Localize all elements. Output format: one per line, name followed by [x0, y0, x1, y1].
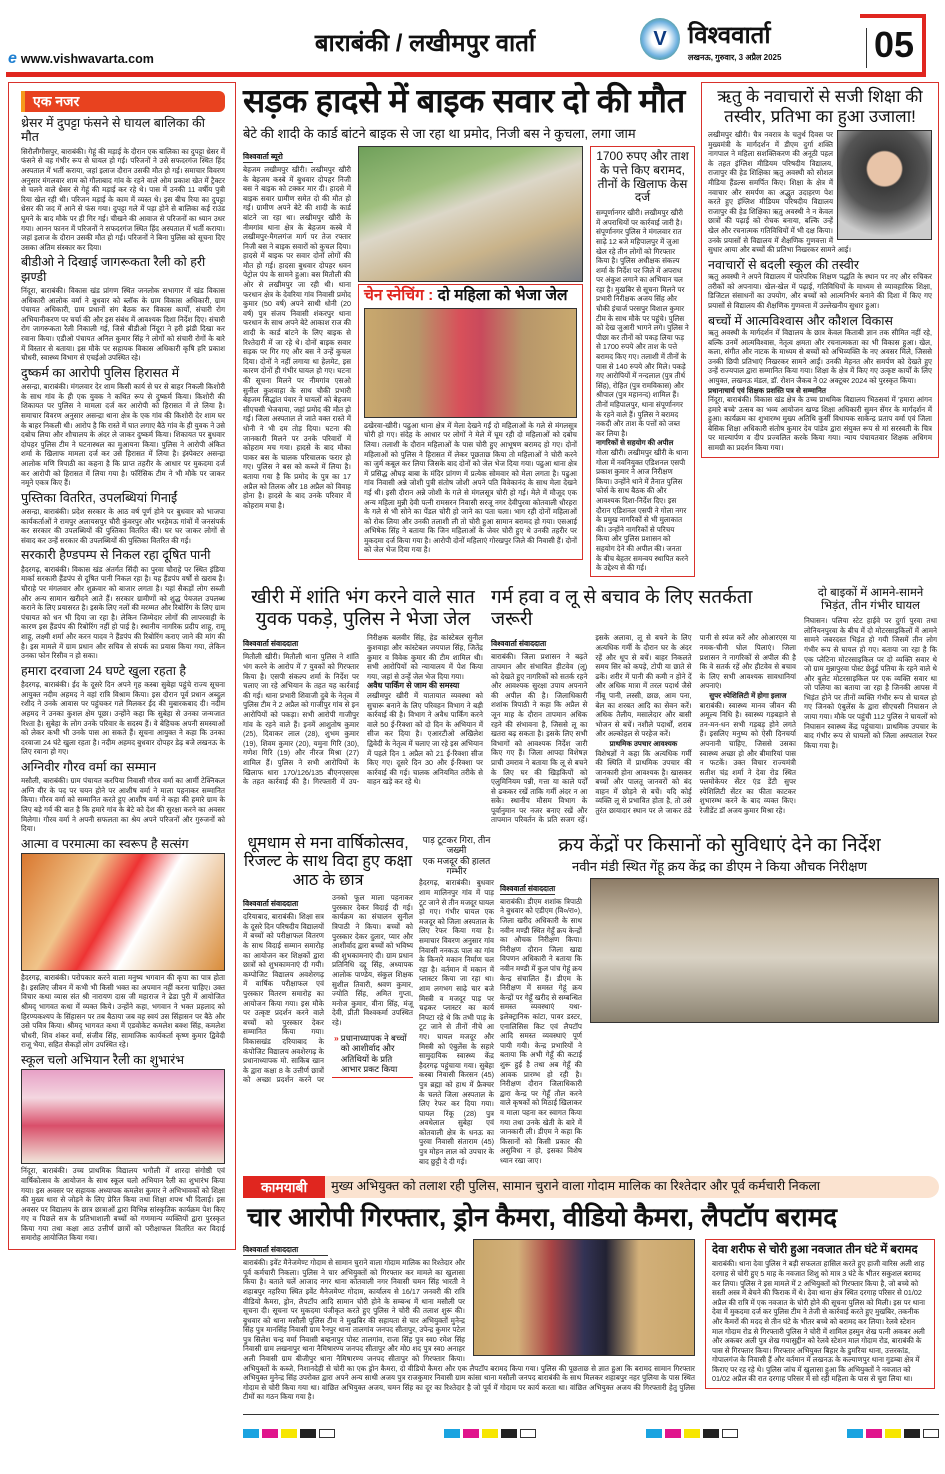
browser-e-icon: e	[8, 50, 17, 67]
color-swatch	[262, 1429, 278, 1438]
bike-collision-article	[804, 587, 937, 751]
satsang-photo	[21, 853, 225, 971]
color-bar	[646, 1429, 738, 1438]
color-swatch	[281, 1429, 297, 1438]
left-article-body: सिरौलीगौसपुर, बाराबंकी। गेहूं की मड़ाई के दौरान एक बालिका का दुपट्टा थ्रेसर में फंसने से वह गंभीर रूप से घायल हो गई। परिजनों ने उसे सफदरगंज स्थित हिंद अस्पताल में भर्ती कराया, जहां इलाज दौरान उसकी मौत हो गई। समाचार विवरण अनुसार मंगलवार शाम को गौलाबाद गांव के रहने वाले ओम प्रकाश खेत में ट्रैक्टर से चलने वाले थ्रेसर से गेहूं की मड़ाई कर रहे थे। पास में उनकी 11 वर्षीय पुत्री रिया खेल रही थी। परिजन मड़ाई के काम में व्यस्त थे। इस बीच रिया का दुपट्टा थ्रेसर की जद में आने से फंस गया। दुपट्टा गले में पड़ा होने से बालिका कई राउंड घूमने के बाद मौके पर ही गिर गई। चीखने की आवाज से परिजनों का ध्यान उधर गया। आनन फानन में परिजनों ने सफदरगंज स्थित हिंद अस्पताल में भर्ती कराया। जहां इलाज के दौरान उसकी मौत हो गई। परिजनों ने बिना पुलिस को सूचना दिए उसका अंतिम संस्कार कर दिया।	[21, 146, 225, 252]
color-swatch	[923, 1429, 939, 1438]
print-footer-rule	[243, 1414, 939, 1415]
khiri-byline: विश्ववार्ता संवाददाता	[243, 639, 299, 649]
chain-title-red: चेन स्नेचिंग :	[364, 286, 434, 304]
site-url[interactable]: e www.vishwavarta.com	[8, 50, 154, 67]
scaffold-body: हैदरगढ़, बाराबंकी। बुधवार शाम मालिनपुर गांव में पाड़ टूट जाने से तीन मजदूर घायल हो गए। गंभीर घायल एक मजदूर को जिला अस्पताल के लिए रेफर किया गया है। समाचार विवरण अनुसार गांव निवासी ननकऊ पाल का गांव के किनारे मकान निर्माण चल रहा है। वर्तमान में मकान में प्लास्टर किया जा रहा था। शाम लगभग साढ़े चार बजे मिस्त्री व मजदूर पाड़ पर चढ़कर प्लास्टर का कार्य निपटा रहे थे कि तभी पाड़ के टूट जाने से तीनों नीचे आ गए। घायल मजदूर और मिस्त्री को एंबुलेंस के सहारे सामुदायिक स्वास्थ्य केंद्र हैदरगढ़ पहुंचाया गया। सुबेहा कस्बा निवासी किरसन (45) पुत्र ब्रह्मा को हाथ में फ्रैक्चर के चलते जिला अस्पताल के लिए रेफर कर दिया गया। घायल रिंकू (28) पुत्र अवधेलाल सुबेहा एवं कोतवाली क्षेत्र के धनऊ का पुरवा निवासी संताराम (45) पुत्र मोहन लाल को उपचार के बाद छुट्टी दे दी गई।	[419, 878, 494, 1166]
lead-article	[243, 146, 351, 510]
teacher-sub1: नवाचारों से बदली स्कूल की तस्वीर	[708, 257, 860, 272]
teacher-sub2: बच्चों में आत्मविश्वास और कौशल विकास	[708, 313, 893, 328]
kamyabi-tag: कामयाबी	[243, 1176, 325, 1198]
lead-headline: सड़क हादसे में बाइक सवार दो की मौत	[243, 82, 685, 119]
color-bar	[444, 1429, 536, 1438]
registration-marks	[243, 1425, 939, 1446]
color-swatch	[319, 1429, 335, 1438]
color-swatch	[482, 1429, 498, 1438]
color-swatch	[703, 1429, 719, 1438]
left-article-headline: स्कूल चलो अभियान रैली का शुभारंभ	[21, 1052, 185, 1067]
left-article-body: निंदूरा, बाराबंकी। विकास खंड प्रांगण स्थित जनलोक सभागार में खंड विकास अधिकारी आलोक वर्मा ने बुधवार को ब्लॉक के ग्राम विकास अधिकारी, ग्राम पंचायत अधिकारी, ग्राम प्रधानों संग बैठक कर विकास कार्यों, संचारी रोग अभियानीकरण पर चर्चा की और इस संबंध में आवश्यक दिशा निर्देश दिए। संचारी रोग जागरूकता रैली निकाली गई, जिसे बीडीओ निंदूरा ने हरी झंडी दिखा कर रवाना किया। एडीओ पंचायत अनिल कुमार सिंह ने लोगों को संचारी रोगों के बारे में विस्तार से बताया। इस मौके पर सहायक विकास अधिकारी कृषि हरि प्रकाश चौधरी, स्वास्थ्य विभाग से एचईओ उपस्थित रहे।	[21, 286, 225, 363]
teacher-body1: ऋतु अवस्थी ने अपने विद्यालय में पारंपरिक शिक्षण पद्धति के स्थान पर नए और रुचिकर तरीकों को अपनाया। खेल-खेल में पढ़ाई, गतिविधियों के माध्यम से व्यावहारिक शिक्षा, डिजिटल संसाधनों का उपयोग, और बच्चों को आत्मनिर्भर बनाने की दिशा में किए गए प्रयासों से विद्यालय की शैक्षणिक गुणवत्ता में उल्लेखनीय सुधार हुआ।	[708, 272, 932, 310]
khiri-headline: खीरी में शांति भंग करने वाले सात युवक पकड़े, पुलिस ने भेजा जेल	[251, 586, 475, 630]
theft-body: बाराबंकी। इवेंट मैनेजमेण्ट गोदाम से सामान चुराने वाला गोदाम मालिक का रिश्तेदार और पूर्व कर्मचारी निकला। पुलिस ने चार अभियुक्तों को गिरफ्तार कर मामले का खुलासा किया है। बताते चलें आजाद नगर थाना कोतवाली नगर निवासी चमन सिंह भारती ने शहाबपुर नहरिया स्थित इवेंट मैनेजमेण्ट गोदाम, कार्यालय से 16/17 जनवरी की रात्रि वीडियो कैमरा, ड्रोन, लैपटॉप आदि सामान चोरी होने के सम्बन्ध में थाना मसौली पर सूचना दी। सूचना पर मुकदमा पंजीकृत करते हुए पुलिस ने चोरी की तलाश शुरू की। बुधवार को थाना मसौली पुलिस टीम ने मुखबिर की सहायता से चार अभियुक्तों मुनेन्द्र सिंह पुत्र मानसिंह निवासी ग्राम रैनपुर थाना तालगांव जनपद सीतापुर, उपेन्द्र कुमार पटेल पुत्र सिलेश चन्द्र वर्मा निवासी बम्हनापुर पोस्ट तालगांव, राजा सिंह पुत्र स्व0 रमेश सिंह निवासी ग्राम लखनापुर थाना नैमिषारण्य जनपद सीतापुर और मो0 शद पुत्र स्व0 अनाहर अली निवासी ग्राम बीजीपुर थाना नैमिषारण्य जनपद सीतापुर को गिरफ्तार किया। अभियुक्तों के कब्जे, निशानदेही से चोरी का एक ड्रोन कैमरा, दो वीडियो कैमरा और एक लैपटॉप बरामद किया गया। पुलिस की पूछताछ से ज्ञात हुआ कि बरामद सामान गिरफ्तार अभियुक्त मुनेन्द्र सिंह उपरोक्त द्वारा अपने अन्य साथी अजय पुत्र राजकुमार निवासी ग्राम कांसा थाना मसौली जनपद बाराबंकी के साथ मिलकर शहाबपुर नहर पुलिया के पास स्थित गोदाम से चोरी किया गया था। वांछित अभियुक्त अजय, चमन सिंह का दूर का रिश्तेदार है जो पूर्व में गोदाम पर कार्य करता था। वांछित अभियुक्त अजय की गिरफ्तारी हेतु पुलिस टीमों का गठन किया गया है।	[243, 1258, 695, 1402]
heat-byline: विश्ववार्ता संवाददाता	[491, 639, 547, 649]
left-article-body: मसौली, बाराबंकी। ग्राम पंचायत करपिया निवासी गौरव वर्मा का आर्मी टेक्निकल अग्नि वीर के पद पर चयन होने पर आशीष वर्मा ने माला पहनाकर सम्मानित किया। गौरव वर्मा को सम्मानित करते हुए आशीष वर्मा ने कहा की हमारे ग्राम के लिए बड़े गर्व की बात है कि हमारे गांव के बेटे को देश की सुरक्षा करने का अवसर मिलेगा। गौरव वर्मा ने अपनी सफलता का श्रेय अपने परिजनों और गुरुजनों को दिया।	[21, 776, 225, 834]
teacher-body3: निंदूरा, बाराबंकी। विकास खंड क्षेत्र के उच्च प्राथमिक विद्यालय भिठसवां में 'हमारा आंगन हमारे बच्चे' उत्सव का भव्य आयोजन खण्ड शिक्षा अधिकारी सुमन सेंगर के मार्गदर्शन में हुआ। कार्यक्रम का शुभारम्भ मुख्य अतिथि कुर्सी विधायक साकेन्द्र प्रताप वर्मा एवं जिला बेसिक शिक्षा अधिकारी संतोष कुमार देव पांडेय द्वारा संयुक्त रूप से मां सरस्वती के चित्र पर माल्यार्पण व दीप प्रज्वलित करके किया गया। न्याय पंचायतवार शिक्षक अधिगम सामग्री का प्रदर्शन किया गया।	[708, 395, 932, 453]
left-article-body: हैदरगढ़, बाराबंकी। ईद के दूसरे दिन अपने गृह कस्बा सुबेहा पहुंचे राज्य सूचना आयुक्त नदीम अहमद ने वहां रात्रि विश्राम किया। इस दौरान पूर्व प्रधान अब्दुल रशीद ने उनके आवास पर पहुंचकर गले मिलकर ईद की मुबारकबाद दी। नदीम अहमद ने उनका कुशल क्षेम पूछा। उन्होंने कहा कि सुबेहा से उनका जन्मजात रिश्ता है। सुबेहा के लोग उनके परिवार के सदस्य हैं। वे बेहिचक अपनी समस्याओं को लेकर कभी भी उनके पास आ सकते हैं। सूचना आयुक्त ने कहा कि उनका दरवाजा 24 घंटे खुला रहता है। नदीम अहमद बुधवार दोपहर डेढ़ बजे लखनऊ के लिए रवाना हो गए।	[21, 680, 225, 757]
scaffold-headline: पाड़ टूटकर गिरा, तीन जख्मी	[422, 835, 491, 856]
infant-body: बाराबंकी। थाना देवा पुलिस ने बड़ी सफलता हासिल करते हुए हाजी वारिस अली शाह दरगाह से चोरी हुए 5 माह के नवजात शिशु को मात्र 3 घंटे के भीतर सकुशल बरामद कर लिया। पुलिस ने इस मामले में 2 अभियुक्तों को गिरफ्तार किया है, जो बच्चे को सस्ती अस्त्र में बेचने की फिराक में थे। देवा थाना क्षेत्र स्थित दरगाह परिसर से 01/02 अप्रैल की रात्रि में एक नवजात के चोरी होने की सूचना पुलिस को मिली। इस पर थाना देवा में मुकदमा दर्ज कर पुलिस टीम ने तेजी से कार्रवाई करते हुए मुखबिर, तकनीक और कैमरों की मदद से तीन घंटे के भीतर बच्चे को बरामद कर लिया। रेलवे स्टेशन माल गोदाम रोड से गिरफ्तारी पुलिस ने चोरी में शामिल हस्मुन शेख पत्नी अकबर अली और अकबर अली पुत्र शेख गयासुद्दीन को रेलवे स्टेशन माल गोदाम रोड, बाराबंकी के पास से गिरफ्तार किया। गिरफ्तार अभियुक्त बिहार के डुमरिया थाना, उत्तरकांड, गोपालगंज के निवासी हैं और वर्तमान में लखनऊ के कल्याणपुर थाना गुडम्बा क्षेत्र में किराए पर रह रहे थे। पुलिस जांच में खुलासा हुआ कि अभियुक्तों ने नवजात को 01/02 अप्रैल की रात दरगाह परिसर में सो रही महिला के पास से चुरा लिया था।	[712, 1259, 925, 1384]
teacher-headline: ऋतु के नवाचारों से सजी शिक्षा की तस्वीर, प्रतिभा का हुआ उजाला!	[717, 87, 923, 126]
infant-theft-box	[705, 1239, 935, 1389]
gambling-body: सम्पूर्णानगर खीरी। लखीमपुर खीरी में अपराधियों पर कार्रवाई जारी है। संपूर्णानगर पुलिस ने मंगलवार रात साढ़े 12 बजे महिपालपुर में जुआ खेल रहे तीन लोगों को गिरफ्तार किया है। पुलिस अधीक्षक संकल्प शर्मा के निर्देश पर जिले में अपराध पर अंकुश लगाने का अभियान चल रहा है। मुखबिर से सूचना मिलने पर प्रभारी निरीक्षक अजय सिंह और चौकी इंचार्ज परसपुर विशाल कुमार टीम के साथ मौके पर पहुंचे। पुलिस को देख जुआरी भागने लगे। पुलिस ने पीछा कर तीनों को पकड़ लिया फड़ से 1700 रुपये और ताश के पत्ते बरामद किए गए। तलाशी में तीनों के पास से 140 रुपये और मिले। पकड़े गए आरोपियों में नन्दलाल (पुत्र तीर्थ सिंह), रोहित (पुत्र रामविकास) और श्रीपाल (पुत्र महानन्द) शामिल हैं। तीनों महिपालपुर, थाना संपूर्णानगर के रहने वाले हैं। पुलिस ने बरामद नकदी और ताश के पत्तों को जब्त कर लिया है।	[596, 208, 689, 438]
color-swatch	[684, 1429, 700, 1438]
khiri-sub: अवैध पार्किंग से जाम की समस्या	[367, 681, 460, 691]
left-article-body: हैदरगढ़, बाराबंकी। परोपकार करने वाला मनुष्य भगवान की कृपा का पात्र होता है। इसलिए जीवन में कभी भी किसी भक्त का अपमान नहीं करना चाहिए। उक्त विचार कथा व्यास संत श्री नारायण दास जी महाराज ने ढेडा पुरी में आयोजित श्रीमद् भागवत कथा में व्यक्त किये। उन्होंने कहा, भगवान ने भक्त प्रहलाद को हिरण्यकश्यप के सिंहासन पर तब बैठाया जब वह स्वयं उस सिंहासन पर बैठे और उसे पवित्र किया। श्रीमद् भागवत कथा में एडवोकेट कमलेश बक्श सिंह, कमलेश चौधरी, शिव शंकर वर्मा, संजीव सिंह, सामाजिक कार्यकर्ता कृष्ण कुमार द्विवेदी राजू भैया, सहित सैकड़ों लोग उपस्थित रहे।	[21, 973, 225, 1050]
heat-headline: गर्म हवा व लू से बचाव के लिए सतर्कता जरूरी	[491, 586, 753, 630]
left-article-headline: दुष्कर्म का आरोपी पुलिस हिरासत में	[21, 365, 180, 380]
theft-headline: चार आरोपी गिरफ्तार, ड्रोन कैमरा, वीडियो कैमरा, लैपटॉप बरामद	[247, 1202, 838, 1233]
teacher-sub3: प्रधानाचार्य एवं शिक्षक प्रशस्ति पत्र से सम्मानित	[708, 385, 826, 395]
color-bar	[847, 1429, 939, 1438]
procurement-body: बाराबंकी। डीएम शशांक त्रिपाठी ने बुधवार को एडीएम (वि०/रा०), जिला खरीद अधिकारी के साथ नवीन मण्डी स्थित गेहूँ क्रय केन्द्रों का औचक निरीक्षण किया। निरीक्षण दौरान जिला खाद्य विपणन अधिकारी ने बताया कि नवीन मण्डी में कुल पांच गेहूं क्रय केन्द्र संचालित हैं। डीएम के निरीक्षण में समस्त गेहूं क्रय केन्द्रों पर गेहूँ खरीद से सम्बन्धित समस्त व्यवस्थाएं यथा- इलेक्ट्रानिक कांटा, पावर डस्टर, एनालिसिस किट एवं लैपटॉप आदि समस्त व्यवस्थाएं पूर्ण पायी गयी। केन्द्र प्रभारियों ने बताया कि अभी गेहूँ की कटाई शुरू हुई है तथा अब गेहूँ की आवक प्रारम्भ हो रही है। निरीक्षण दौरान जिलाधिकारी द्वारा केन्द्र पर गेहूँ तौल करने वाले कृषकों को मिठाई खिलाकर व माला पहना कर स्वागत किया गया तथा उनके खेती के बारे में जानकारी ली। डीएम ने कहा कि किसानों को किसी प्रकार की असुविधा न हो, इसका विशेष ध्यान रखा जाए।	[500, 896, 582, 1165]
theft-kicker: मुख्य अभियुक्त को तलाश रही पुलिस, सामान चुराने वाला गोदाम मालिक का रिश्तेदार और पूर्व कर्मचारी निकला	[331, 1179, 821, 1194]
bike-body: निघासन। पलिया स्टेट हाईवे पर दुर्गा पुरवा तथा लोनियनपुरवा के बीच में दो मोटरसाइकिलों में आमने सामने जबरदस्त भिड़ंत हो गयी जिसमें तीन लोग गंभीर रूप से घायल हो गए। बताया जा रहा है कि एक प्लेटिना मोटरसाइकिल पर दो व्यक्ति सवार थे जो ग्राम मुन्नापुरवा पोस्ट छेदुई पतिया के रहने वाले थे और बुलेट मोटरसाइकिल पर एक व्यक्ति सवार था जो पलिया का बताया जा रहा है जिनकी आपस में भिड़ंत होने पर तीनों व्यक्ति गंभीर रूप से घायल हो गए जिनको एंबुलेंस के द्वारा सीएचसी निघासन ले जाया गया। मौके पर पहुंची 112 पुलिस ने घायलों को निघासन स्वास्थ्य केंद्र पहुंचाया। प्राथमिक उपचार के बाद गंभीर रूप से घायलों को जिला अस्पताल रेफर किया गया है।	[804, 616, 937, 750]
color-swatch	[520, 1429, 536, 1438]
chain-snatching-box	[358, 284, 583, 560]
farewell-headline: धूमधाम से मना वार्षिकोत्सव, रिजल्ट के साथ विदा हुए कक्षा आठ के छात्र	[243, 835, 413, 889]
left-article-body: असन्द्रा, बाराबंकी। प्रदेश सरकार के आठ वर्ष पूर्ण होने पर बुधवार को भाजपा कार्यकर्ताओं ने रामपुर अलायसपुर चौरी कुंवरपुर और भरहेमऊ गांवों में जनसंपर्क कर सरकार की उपलब्धियों की पुस्तिका वितरित की। घर घर जाकर लोगों से संवाद कर उन्हें सरकार की उपलब्धियों की पुस्तिका वितरित की गई।	[21, 507, 225, 545]
chain-title: दो महिला को भेजा जेल	[437, 286, 568, 304]
khiri-sub-body: लखीमपुर खीरी में यातायात व्यवस्था को सुचारू बनाने के लिए परिवहन विभाग ने बड़ी कार्रवाई की है। विभाग ने अवैध पार्किंग करने वाले 50 ई-रिक्शा को दो दिन के अभियान में सीज कर दिया है। एआरटीओ अखिलेश द्विवेदी के नेतृत्व में चलाए जा रहे इस अभियान में पहले दिन 1 अप्रैल को 21 ई-रिक्शा सीज किए गए। दूसरे दिन 30 और ई-रिक्शा पर कार्रवाई की गई। चालक अनियमित तरीके से वाहन खड़े कर रहे थे।	[367, 690, 483, 787]
page-number-box	[860, 14, 926, 72]
lead-byline: विश्ववार्ता ब्यूरो	[243, 152, 313, 163]
procurement-headline: क्रय केंद्रों पर किसानों को सुविधाएं देने का निर्देश	[558, 835, 881, 857]
page-number: 05	[874, 24, 915, 65]
color-swatch	[847, 1429, 863, 1438]
teacher-body2: ऋतु अवस्थी के मार्गदर्शन में विद्यालय के छात्र केवल किताबी ज्ञान तक सीमित नहीं रहे, बल्कि उनमें आत्मविश्वास, नेतृत्व क्षमता और रचनात्मकता का भी विकास हुआ। खेल, कला, संगीत और नाटक के माध्यम से बच्चों को अभिव्यक्ति के नए अवसर मिले, जिससे उनकी छिपी प्रतिभाएं निखरकर सामने आईं। उनकी मेहनत और समर्पण को देखते हुए उन्हें राज्यपाल द्वारा सम्मानित किया गया। शिक्षा के क्षेत्र में किए गए उत्कृष्ट कार्यों के लिए आयुक्त, लखनऊ मंडल, डॉ. रोशन जैकब ने 02 अक्टूबर 2024 को पुरस्कृत किया।	[708, 327, 932, 385]
heat-body1: विशेषज्ञों ने कहा कि अत्यधिक गर्मी की स्थिति में प्राथमिक उपचार की जानकारी होना आवश्यक है। खासकर बच्चों और पालतू जानवरों को बंद वाहन में छोड़ने से बचें। यदि कोई व्यक्ति लू से प्रभावित होता है, तो उसे तुरंत छायादार स्थान पर ले जाकर ठंडे पानी से स्पंज करें और ओआरएस या नमक-चीनी घोल पिलाएं। जिला प्रशासन ने नागरिकों से अपील की है कि वे सतर्क रहें और हीटवेव से बचाव के लिए सभी आवश्यक सावधानियां अपनाएं।	[595, 633, 796, 816]
khiri-article	[243, 587, 483, 787]
color-swatch	[904, 1429, 920, 1438]
farewell-body: दरियाबाद, बाराबंकी। शिक्षा सत्र के दूसरे दिन परिषदीय विद्यालयों में बच्चों को परीक्षाफल वितरण के साथ विदाई सम्मान समारोह का आयोजन कर शिक्षकों द्वारा छात्रों को शुभकामनाएं दी गयी। कम्पोजिट विद्यालय अवशेरगढ़ में वार्षिक परीक्षाफल एवं पुरस्कार वितरण समारोह का आयोजन किया गया। इस मौके पर उत्कृष्ट प्रदर्शन करने वाले बच्चों को पुरस्कार देकर सम्मानित किया गया। विकासखंड दरियाबाद के कंपोजिट विद्यालय अवशेरगढ़ के प्रधानाध्यापक मो. साकिब खान के द्वारा कक्षा 8 के उत्तीर्ण छात्रों को अच्छा प्रदर्शन करने पर उनको फूल माला पहनाकर पुरस्कार देकर विदाई दी गई। कार्यक्रम का संचालन सुनील त्रिपाठी ने किया। बच्चों को पुरस्कार देकर दुलार, प्यार और आशीर्वाद द्वारा बच्चों को भविष्य की शुभकामनाएं दी। ग्राम प्रधान प्रतिनिधि दद्दू सिंह, अध्यापक आलोक पाण्डेय, संकुल शिक्षक सुशील तिवारी, श्रवण कुमार, ज्योति सिंह, अमित गुप्ता, मनोज कुमार, वीना सिंह, मंजू देवी, प्रीती विश्वकर्मा उपस्थित रहे।	[243, 893, 413, 1085]
theft-photo-arrested	[473, 1239, 695, 1356]
ek-nazar-tag: एक नजर	[21, 91, 225, 112]
color-swatch	[722, 1429, 738, 1438]
teacher-photo	[837, 130, 932, 240]
left-news-column	[8, 82, 236, 1250]
infant-headline: देवा शरीफ से चोरी हुआ नवजात तीन घंटे में बरामद	[712, 1244, 918, 1257]
heat-sub1: प्राथमिक उपचार आवश्यक	[609, 738, 678, 748]
farewell-byline: विश्ववार्ता संवाददाता	[243, 899, 299, 909]
left-article-headline: सरकारी हैण्डपम्प से निकल रहा दूषित पानी	[21, 548, 211, 563]
gambling-box	[590, 146, 695, 577]
procurement-article	[500, 835, 939, 1165]
farewell-article	[243, 835, 413, 1085]
left-article-body: निंदूरा, बाराबंकी। उच्च प्राथमिक विद्यालय भगौली में शारदा संगोष्ठी एवं वार्षिकोत्सव के आयोजन के साथ स्कूल चलो अभियान रैली का शुभारंभ किया गया। इस अवसर पर सहायक अध्यापक कमलेश कुमार ने अभिभावकों को शिक्षा की मुख्य धारा से जोड़ने के लिए प्रेरित किया तथा शिक्षा शपथ भी दिलाई। इस अवसर पर विद्यालय के छात्र छात्राओं द्वारा विभिन्न सांस्कृतिक कार्यक्रम पेश किए गए व पिछले सत्र के प्रतिभाशाली बच्चों को गणमान्य व्यक्तियों द्वारा पुरस्कृत किया गया तथा कक्षा आठ उत्तीर्ण छात्रों को परीक्षाफल वितरित कर विदाई समारोह आयोजित किया गया।	[21, 1166, 225, 1243]
kamyabi-strip	[243, 1176, 939, 1198]
color-swatch	[646, 1429, 662, 1438]
left-article-headline: हमारा दरवाजा 24 घण्टे खुला रहता है	[21, 663, 187, 678]
khiri-body: मितौली खीरी। मितौली थाना पुलिस ने शांति भंग करने के आरोप में 7 युवकों को गिरफ्तार किया है। एसपी संकल्प शर्मा के निर्देश पर चलाए जा रहे अभियान के तहत यह कार्रवाई की गई। थाना प्रभारी शिवाजी दुबे के नेतृत्व में पुलिस टीम ने 2 अप्रैल को गाजीपुर गांव से इन आरोपियों को पकड़ा। सभी आरोपी गाजीपुर गांव के रहने वाले हैं। इनमें आशुतोष कुमार (25), दिवाकर लाल (28), शुभम कुमार (19), शिवम कुमार (20), यमुना गिरि (30), गणेश गिरि (19) और नीरज मिश्रा (27) शामिल हैं। पुलिस ने सभी आरोपियों के खिलाफ धारा 170/126/135 बीएनएसएस के तहत कार्रवाई की है। गिरफ्तारी में उप-निरीक्षक बलवीर सिंह, हेड कांस्टेबल सुनील कुशवाहा और कांस्टेबल जयपाल सिंह, जितेंद्र कुमार व विवेक कुमार की टीम शामिल थी। सभी आरोपियों को न्यायालय में पेश किया गया, जहां से उन्हें जेल भेज दिया गया।	[243, 633, 483, 787]
bike-headline: दो बाइकों में आमने-सामने भिड़ंत, तीन गंभीर घायल	[817, 586, 924, 612]
color-swatch	[300, 1429, 316, 1438]
school-rally-photo	[21, 1069, 225, 1164]
chain-body: ढखेरवा-खीरी। पढुआ थाना क्षेत्र में मेला देखने गईं दो महिलाओं के गले से मंगलसूत्र चोरी हो गए। संदेह के आधार पर लोगों ने मेले में घूम रही दो महिलाओं को दबोच लिया। तलाशी के दौरान महिलाओं के पास चोरी हुए आभूषण बरामद हो गए। दोनों महिलाओं को पुलिस ने हिरासत में लेकर पूछताछ किया तो महिलाओं ने चोरी करने का जुर्म कबूल कर लिया जिसके बाद दोनों को जेल भेज दिया गया। पढुआ थाना क्षेत्र में प्रसिद्ध औघड़ बाबा के मंदिर प्रांगण में प्रत्येक सोमवार को मेला लगता है। पढुआ गांव निवासी अन्ने जोशी पुत्री संतोष जोशी अपने पति विवेकानंद के साथ मेला देखने गई थी। इसी दौरान अन्ने जोशी के गले से मंगलसूत्र चोरी हो गई। मेले में मौजूद एक अन्य महिला मुन्नी देवी पत्नी रामसरन निवासी सरजू नगर देवीपुरवा कोतवाली धौरहरा के गले से भी सोने का पेंडल चोरी हो जाने का पता चला। भाग रही दोनों महिलाओं को रोक लिया और उनकी तलाशी ली तो चोरी हुआ सामान बरामद हो गया। एसआई अभिषेक सिंह ने बताया कि जिन महिलाओं के जेवर चोरी हुए थे उनकी तहरीर पर मुकदमा दर्ज किया गया है। आरोपी दोनों महिलाएं गोरखपुर जिले की निवासी हैं। दोनों को जेल भेज दिया गया है।	[364, 420, 577, 555]
theft-byline: विश्ववार्ता संवाददाता	[243, 1245, 328, 1256]
farewell-pullquote-text: प्रधानाध्यापक ने बच्चों को आशीर्वाद और अतिथियों के प्रति आभार प्रकट किया	[340, 1032, 407, 1075]
theft-section	[243, 1176, 939, 1402]
lead-subheadline: बेटे की शादी के कार्ड बांटने बाइक से जा रहा था प्रमोद, निजी बस ने कुचला, लगा जाम	[243, 125, 636, 141]
procurement-photo-dm-inspection	[590, 878, 939, 1023]
header-rule	[6, 72, 926, 77]
gambling-sub: नागरिकों से सहयोग की अपील	[596, 438, 674, 448]
double-chevron-icon: »	[334, 1032, 339, 1043]
left-article-headline: आत्मा व परमात्मा का स्वरूप है सत्संग	[21, 836, 189, 851]
scaffold-article	[419, 835, 494, 1166]
left-article-headline: अग्निवीर गौरव वर्मा का सम्मान	[21, 759, 157, 774]
color-swatch	[444, 1429, 460, 1438]
chain-photo-police	[364, 308, 577, 418]
color-swatch	[463, 1429, 479, 1438]
gambling-sub-body: गोला खीरी। लखीमपुर खीरी के थाना गोला में नवनियुक्त एडिशनल एसपी प्रकाश कुमार ने आज निरीक्षण किया। उन्होंने थाने में तैनात पुलिस फोर्स के साथ बैठक की और आवश्यक दिशा-निर्देश दिए। इस दौरान एडिशनल एसपी ने गोला नगर के प्रमुख नागरिकों से भी मुलाकात की। उन्होंने नागरिकों से परिचय किया और पुलिस प्रशासन को सहयोग देने की अपील की। जनता के बीच बेहतर समन्वय स्थापित करने के उद्देश्य से की गई।	[596, 447, 689, 573]
heat-sub2: सुपर स्पेशिलिटी में होगा इलाज	[709, 690, 787, 700]
teacher-story-box	[701, 82, 939, 458]
heat-body: बाराबंकी। जिला प्रशासन ने बढ़ते तापमान और संभावित हीटवेव (लू) को देखते हुए नागरिकों को सतर्क रहने और आवश्यक सुरक्षा उपाय अपनाने की अपील की है। जिलाधिकारी शशांक त्रिपाठी ने कहा कि अप्रैल से जून माह के दौरान तापमान अधिक रहने की संभावना है, जिससे लू का खतरा बढ़ सकता है। इसके लिए सभी विभागों को आवश्यक निर्देश जारी किए गए हैं। जिला आपदा विशेषज्ञ प्राची उमराव ने बताया कि लू से बचने के लिए घर की खिड़कियों को एलुमिनियम पन्नी, गत्ता या काले पर्दों से ढककर रखें ताकि गर्मी अंदर न आ सके। स्थानीय मौसम विभाग के पूर्वानुमान पर नजर बनाए रखें और तापमान परिवर्तन के प्रति सजग रहें। इसके अलावा, लू से बचने के लिए अत्यधिक गर्मी के दौरान घर के अंदर रहें और धूप से बचें। बाहर निकलते समय सिर को कपड़े, टोपी या छाते से ढकें। शरीर में पानी की कमी न होने दें और अधिक मात्रा में तरल पदार्थ जैसे नींबू पानी, लस्सी, छाछ, आम पना, बेल का शरबत आदि का सेवन करें। अधिक तैलीय, मसालेदार और बासी भोजन से बचें। नशीले पदार्थों, शराब और अल्कोहल से परहेज करें।	[491, 633, 692, 825]
color-swatch	[866, 1429, 882, 1438]
color-bar	[243, 1429, 335, 1438]
color-swatch	[885, 1429, 901, 1438]
brand-logo: V	[640, 18, 680, 60]
teacher-body: लखीमपुर खीरी। चैत्र नवरात्र के चतुर्थ दिवस पर मुख्यमंत्री के मार्गदर्शन में डीएम दुर्गा शक्ति नागपाल ने महिला सशक्तिकरण की अनूठी पहल के तहत इंग्लिश मीडियम परिषदीय विद्यालय, राजापुर की हेड शिक्षिका ऋतु अवस्थी को सोशल मीडिया हैंडल्स समर्पित किए। शिक्षा के क्षेत्र में नवाचार और समर्पण का अद्भुत उदाहरण पेश करते हुए इंग्लिश मीडियम परिषदीय विद्यालय राजापुर की हेड शिक्षिका ऋतु अवस्थी ने न केवल छात्रों की पढ़ाई को रोचक बनाया, बल्कि उन्हें खेल और रचनात्मक गतिविधियों में भी दक्ष किया। उनके प्रयासों से विद्यालय में शैक्षणिक गुणवत्ता में सुधार आया और बच्चों की प्रतिभा निखरकर सामने आई।	[708, 130, 852, 255]
heat-body2: बाराबंकी। स्वास्थ्य मानव जीवन की अमूल्य निधि है। स्वास्थ्य गड़बड़ाने से तन-मन-धन सभी गड़बड़ होने लगते हैं। इसलिए मनुष्य को ऐसी दिनचर्या अपनानी चाहिए, जिससे उसका स्वास्थ्य अच्छा हो और बीमारियां पास न फटकें। उक्त विचार राज्यमंत्री सतीश चंद्र शर्मा ने देवा रोड स्थित फ्लमोकेयर सेंटर एंड डेंटी सुपर स्पेशिलिटी सेंटर का फीता काटकर शुभारम्भ करने के बाद व्यक्त किए। रेजीडेंट डॉ अजय कुमार मिश्रा रहे।	[699, 700, 796, 816]
brand-name: विश्ववार्ता	[688, 22, 771, 49]
scaffold-subheadline: एक मजदूर की हालत गम्भीर	[422, 855, 491, 877]
farewell-pullquote	[332, 1031, 413, 1079]
color-swatch	[243, 1429, 259, 1438]
heat-article	[491, 587, 796, 825]
left-article-headline: पुस्तिका वितरित, उपलब्धियां गिनाईं	[21, 490, 178, 505]
dateline: लखनऊ, गुरुवार, 3 अप्रैल 2025	[688, 53, 782, 62]
lead-photo-accident	[358, 146, 583, 282]
left-article-headline: बीडीओ ने दिखाई जागरूकता रैली को हरी झण्डी	[21, 255, 206, 284]
section-title: बाराबंकी / लखीमपुर वार्ता	[314, 30, 536, 57]
color-swatch	[501, 1429, 517, 1438]
left-article-body: असन्द्रा, बाराबंकी। मंगलवार देर शाम किसी कार्य से घर से बाहर निकली किशोरी के साथ गांव के ही एक युवक ने कथित रूप से दुष्कर्म किया। किशोरी की शिकायत पर पुलिस ने मामला दर्ज कर आरोपी को हिरासत में ले लिया है। समाचार विवरण अनुसार असन्द्रा थाना क्षेत्र के एक गांव की किशोरी देर शाम घर के बाहर निकली थी। आरोप है कि रास्ते में घात लगाए बैठे गांव के ही युवक ने उसे दबोच लिया और शौचालय के अंदर ले जाकर दुष्कर्म किया। शिकायत पर बुधवार दोपहर पुलिस टीम ने घटनास्थल का मुआयना किया। पुलिस ने आरोपी अंकित शर्मा के खिलाफ मामला दर्ज कर उसे हिरासत में लिया है। इंस्पेक्टर असन्द्रा आलोक मणि त्रिपाठी का कहना है कि प्राप्त तहरीर के आधार पर मुकदमा दर्ज कर आरोपी को हिरासत में लिया गया है। फॉरेंसिक टीम ने भी मौके पर जाकर नमूने एकत्र किए हैं।	[21, 382, 225, 488]
theft-article	[243, 1239, 695, 1402]
procurement-subheadline: नवीन मंडी स्थित गेंहू क्रय केंद्र का डीएम ने किया औचक निरीक्षण	[572, 858, 867, 874]
left-article-headline: थ्रेसर में दुपट्टा फंसने से घायल बालिका की मौत	[21, 116, 206, 145]
gambling-headline: 1700 रुपए और ताश के पत्ते किए बरामद, तीनों के खिलाफ केस दर्ज	[596, 148, 689, 205]
lead-body: बेहजम लखीमपुर खीरी। लखीमपुर खीरी के बेहजम कस्बे में बुधवार दोपहर निजी बस ने बाइक को टक्कर मार दी। हादसे में बाइक सवार ग्रामीण समेत दो की मौत हो गई। ग्रामीण अपने बेटे की शादी के कार्ड बांटने जा रहा था। लखीमपुर खीरी के नीमगांव थाना क्षेत्र के बेहजम कस्बे में लखीमपुर-मैगलगंज मार्ग पर तेज रफ्तार निजी बस ने बाइक सवारों को कुचल दिया। हादसे में बाइक पर सवार दोनों लोगों की मौत हो गई। हादसा बुधवार दोपहर धवन पेट्रोल पंप के सामने हुआ। बस मितौली की ओर से लखीमपुर जा रही थी। थाना फरधान क्षेत्र के देवरिया गांव निवासी प्रमोद कुमार (50 वर्ष) अपने साथी धोनी (20 वर्ष) पुत्र संजय निवासी शंकरपुर थाना फरधान के साथ अपने बेटे आकाश राज की शादी के कार्ड बांटने के लिए बाइक से रिश्तेदारी में जा रहे थे। दोनों बाइक सवार सड़क पर गिर गए और बस ने उन्हें कुचल दिया। दोनों ने नहीं लगाया था हेलमेट, इस कारण दोनों ही गंभीर घायल हो गए। घटना की सूचना मिलने पर नीमगांव एसओ सुनील कुशवाहा के साथ चौकी प्रभारी बेहजम सिद्धांत पंवार ने घायलों को बेहजम सीएचसी भेजवाया, जहां प्रमोद की मौत हो गई। जिला अस्पताल ले जाते वक्त रास्ते में धोनी ने भी दम तोड़ दिया। घटना की जानकारी मिलने पर उनके परिवारों में कोहराम मच गया। हादसे के बाद मौका पाकर बस के चालक परिचालक फरार हो गए। पुलिस ने बस को कब्जे में लिया है। बताया गया है कि प्रमोद के पुत्र का 17 अप्रैल को तिलक और 18 अप्रैल को विवाह होना है। हादसे के बाद उनके परिवार में कोहराम मचा है।	[243, 164, 351, 510]
color-swatch	[665, 1429, 681, 1438]
procurement-byline: विश्ववार्ता संवाददाता	[500, 883, 556, 893]
lead-block	[243, 82, 695, 577]
left-article-body: हैदरगढ़, बाराबंकी। विकास खंड अंतर्गत सिंदी का पुरवा चौराहे पर स्थित इंडिया मार्का सरकारी हैंडपंप से दूषित पानी निकल रहा है। यह हैंडपंप वर्षों से खराब है। चौराहे पर मंगलवार और शुक्रवार को बाजार लगता है। यहां सैकड़ों लोग सब्जी और अन्य सामान खरीदने आते हैं। सरकार ग्रामीणों को शुद्ध पेयजल उपलब्ध कराने के लिए प्रयासरत है। इसके लिए नलों की मरम्मत और रिबोरिंग के लिए ग्राम पंचायत को धन भी दिया जा रहा है। लेकिन जिम्मेदार लोगों की लापरवाही के कारण इस हैंडपंप की रिबोरिंग नहीं हो पाई है। स्थानीय नागरिक प्रदीप शाहू, रामू शाहू, लक्ष्मी शर्मा और करन यादव ने हैंडपंप की रिबोरिंग कराए जाने की मांग की है। इस मामले में ग्राम प्रधान और सचिव से संपर्क का प्रयास किया गया, लेकिन उनका फोन रिसीव न हो सका।	[21, 564, 225, 661]
